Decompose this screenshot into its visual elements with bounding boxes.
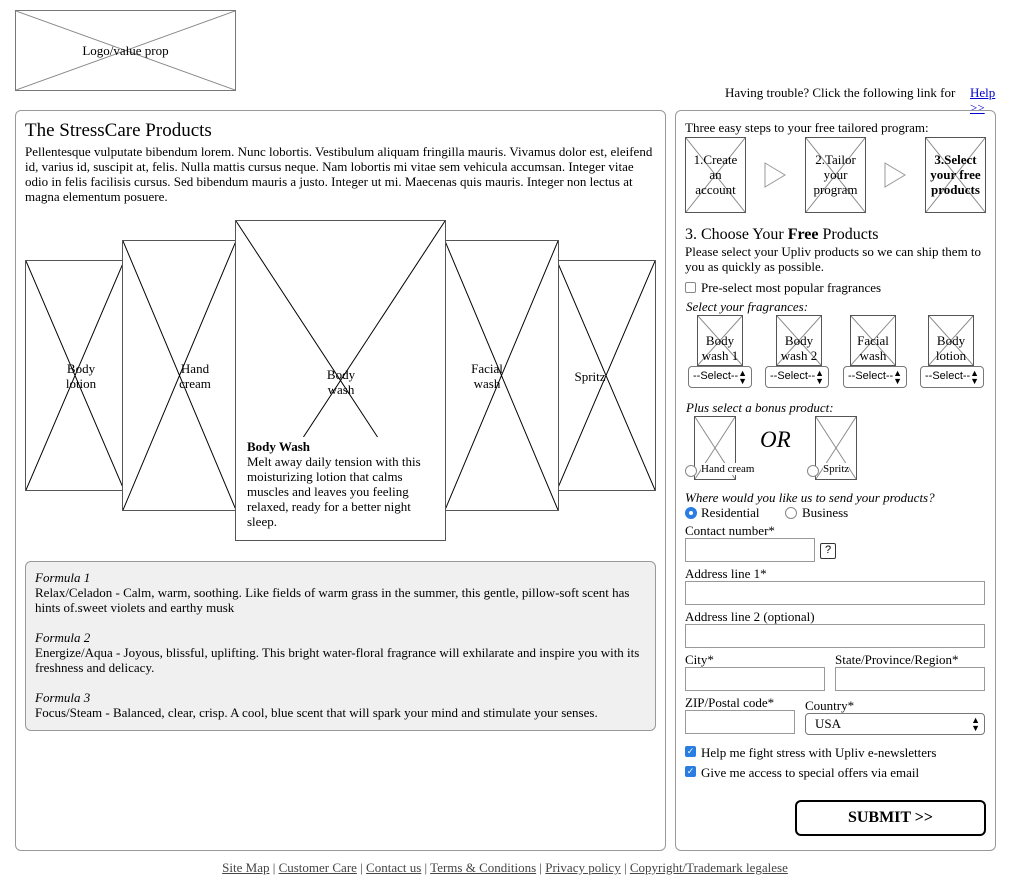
newsletter-checkbox[interactable]: ✓ <box>686 747 695 757</box>
featured-caption <box>236 437 445 541</box>
state-input[interactable] <box>835 667 985 691</box>
fragrance-label: Body wash 1 <box>701 333 739 363</box>
fragrance-2-select[interactable]: --Select-- ▲ ▼ <box>765 366 829 388</box>
footer-link-copyright[interactable]: Copyright/Trademark legalese <box>629 860 788 875</box>
address2-label: Address line 2 (optional) <box>685 609 815 624</box>
logo-label: Logo/value prop <box>82 43 169 58</box>
country-label: Country* <box>805 698 855 713</box>
offers-checkbox[interactable]: ✓ <box>686 767 695 777</box>
preselect-checkbox[interactable] <box>685 282 696 293</box>
ship-residential-radio[interactable] <box>685 507 697 519</box>
bonus-or: OR <box>760 427 791 452</box>
footer-sep: | <box>623 860 627 875</box>
bonus-spritz-radio[interactable] <box>807 465 819 477</box>
featured-name: Body Wash <box>247 439 310 454</box>
carousel-label: Body lotion <box>65 361 97 391</box>
step-3-current <box>925 137 986 213</box>
formula-1-desc: Relax/Celadon - Calm, warm, soothing. Like fields of warm grass in the summer, this gentle, pillow-soft scent has hints of.sweet violets and earthy musk <box>35 585 630 615</box>
address2-input[interactable] <box>685 624 985 648</box>
section-heading: 3. Choose Your Free Products <box>685 226 879 243</box>
zip-input[interactable] <box>685 710 795 734</box>
offers-label: Give me access to special offers via email <box>701 765 920 780</box>
fragrance-4-image <box>928 315 974 366</box>
formula-3-desc: Focus/Steam - Balanced, clear, crisp. A cool, blue scent that will spark your mind and stimulate your senses. <box>35 705 598 720</box>
zip-label: ZIP/Postal code* <box>685 695 775 710</box>
contact-help-button[interactable]: ? <box>820 543 836 559</box>
footer-sep: | <box>424 860 428 875</box>
city-label: City* <box>685 652 714 667</box>
help-text: Having trouble? Click the following link for <box>725 85 956 100</box>
step-label: 2.Tailor your program <box>813 152 858 197</box>
fragrance-1-image <box>697 315 743 366</box>
fragrance-3-image <box>850 315 896 366</box>
products-title: The StressCare Products <box>25 120 212 141</box>
fragrance-label: Body wash 2 <box>780 333 818 363</box>
address1-label: Address line 1* <box>685 566 767 581</box>
step-2 <box>805 137 866 213</box>
carousel-label: Spritz <box>574 369 606 384</box>
fragrance-4-select[interactable]: --Select-- ▲ ▼ <box>920 366 984 388</box>
submit-button[interactable]: SUBMIT >> <box>795 800 986 836</box>
carousel-item-spritz[interactable] <box>556 260 656 491</box>
country-select[interactable]: USA ▲ ▼ <box>805 713 985 735</box>
footer-link-site-map[interactable]: Site Map <box>222 860 270 875</box>
step-label: 1.Create an account <box>693 152 738 197</box>
city-input[interactable] <box>685 667 825 691</box>
featured-desc: Melt away daily tension with this moisturizing lotion that calms muscles and leaves you feeling relaxed, ready for a better night sleep. <box>247 454 421 529</box>
footer-sep: | <box>272 860 276 875</box>
state-label: State/Province/Region* <box>835 652 959 667</box>
formula-2-name: Formula 2 <box>35 630 91 645</box>
carousel-item-body-wash[interactable] <box>235 220 446 541</box>
formula-3-name: Formula 3 <box>35 690 91 705</box>
step-1 <box>685 137 746 213</box>
newsletter-label: Help me fight stress with Upliv e-newsletters <box>701 745 937 760</box>
footer-link-contact-us[interactable]: Contact us <box>366 860 422 875</box>
footer-link-terms[interactable]: Terms & Conditions <box>430 860 537 875</box>
ship-business-label: Business <box>802 505 849 520</box>
step-arrow-icon <box>764 162 786 188</box>
fragrances-label: Select your fragrances: <box>686 299 809 314</box>
contact-input[interactable] <box>685 538 815 562</box>
carousel-item-body-lotion[interactable] <box>25 260 125 491</box>
footer-links <box>0 860 1010 876</box>
bonus-spritz-label: Spritz <box>823 463 850 475</box>
fragrance-2-image <box>776 315 822 366</box>
formula-1-name: Formula 1 <box>35 570 91 585</box>
carousel-label: Facial wash <box>471 361 503 391</box>
preselect-label: Pre-select most popular fragrances <box>701 280 882 295</box>
logo-placeholder <box>15 10 236 91</box>
step-arrow-icon <box>884 162 906 188</box>
footer-sep: | <box>539 860 542 875</box>
bonus-hand-cream-label: Hand cream <box>701 463 755 475</box>
step-label: 3.Select your free products <box>930 152 981 197</box>
fragrance-3-select[interactable]: --Select-- ▲ ▼ <box>843 366 907 388</box>
fragrance-1-select[interactable]: --Select-- ▲ ▼ <box>688 366 752 388</box>
address1-input[interactable] <box>685 581 985 605</box>
ship-business-radio[interactable] <box>785 507 797 519</box>
steps-title: Three easy steps to your free tailored program: <box>685 120 929 135</box>
help-link[interactable]: Help >> <box>970 85 996 115</box>
carousel-label: Hand cream <box>179 361 211 391</box>
contact-label: Contact number* <box>685 523 775 538</box>
order-form-panel <box>675 110 996 851</box>
formula-2-desc: Energize/Aqua - Joyous, blissful, uplifting. This bright water-floral fragrance will exhilarate and inspire you with its freshness and delicacy. <box>35 645 640 675</box>
section-instructions: Please select your Upliv products so we can ship them to you as quickly as possible. <box>685 244 982 274</box>
carousel-item-facial-wash[interactable] <box>444 240 559 511</box>
footer-link-privacy[interactable]: Privacy policy <box>545 860 621 875</box>
footer-sep: | <box>360 860 363 875</box>
bonus-label: Plus select a bonus product: <box>686 400 834 415</box>
carousel-item-hand-cream[interactable] <box>122 240 237 511</box>
fragrance-label: Facial wash <box>857 333 889 363</box>
ship-label: Where would you like us to send your products? <box>685 490 935 505</box>
footer-link-customer-care[interactable]: Customer Care <box>278 860 357 875</box>
products-intro: Pellentesque vulputate bibendum lorem. Nunc lobortis. Vestibulum aliquam fringilla mauris. Vivamus dolor est, eleifend id, varius id, suscipit at, felis. Nulla mattis cursus neque. Nam lobortis mi vitae sem vehicula accumsan. Integer vitae odio in felis facilisis cursus. Sed bibendum mauris a justo. Integer ut mi. Maecenas quis mauris. Integer non lectus at magna elementum posuere. <box>25 144 653 204</box>
ship-residential-label: Residential <box>701 505 760 520</box>
carousel-label: Body wash <box>326 367 356 397</box>
bonus-hand-cream-radio[interactable] <box>685 465 697 477</box>
fragrance-label: Body lotion <box>935 333 967 363</box>
